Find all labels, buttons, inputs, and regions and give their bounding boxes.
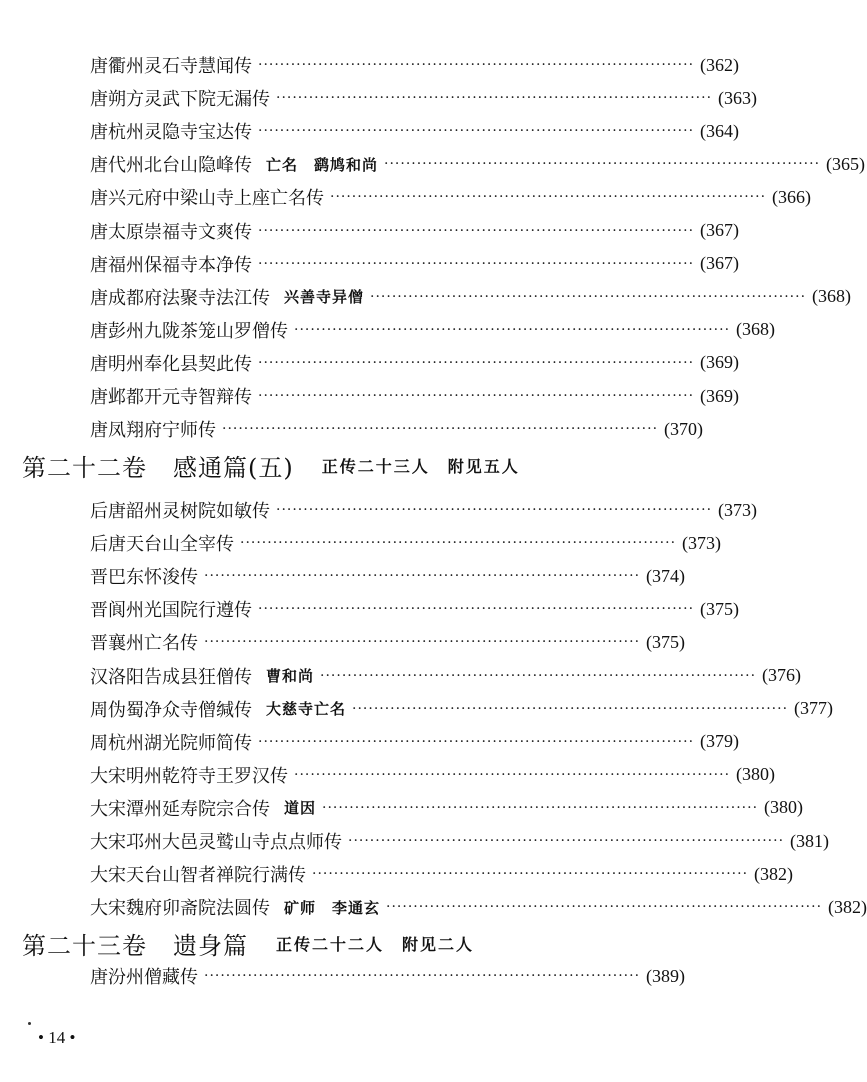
entry-title: 晋巴东怀浚传 [90, 567, 198, 589]
entry-title: 唐凤翔府宁师传 [90, 420, 216, 442]
entry-page: (366) [772, 186, 812, 207]
leader-dots: ················································································ [330, 189, 767, 206]
toc-entry [90, 216, 740, 246]
entry-page: (367) [700, 253, 740, 274]
entry-title: 后唐韶州灵树院如敏传 [90, 501, 270, 522]
entry-title: 唐成都府法聚寺法江传 [90, 287, 270, 309]
entry-title: 唐代州北台山隐峰传 [90, 155, 252, 177]
leader-dots: ················································································ [276, 502, 713, 518]
leader-dots: ················································································ [204, 568, 641, 585]
entry-page: (382) [828, 896, 867, 917]
toc-entry [90, 961, 686, 991]
toc-entry [90, 348, 740, 378]
leader-dots: ················································································ [204, 634, 641, 651]
leader-dots: ················································································ [204, 968, 641, 984]
entry-page: (377) [794, 698, 834, 719]
toc-entry [90, 282, 852, 312]
page-number: • 14 • [38, 1028, 76, 1047]
entry-title: 大宋魏府卯斋院法圆传 [90, 898, 270, 920]
toc-entry [90, 760, 776, 790]
leader-dots: ················································································ [294, 321, 731, 338]
leader-dots: ················································································ [348, 833, 785, 849]
leader-dots: ················································································ [240, 535, 677, 552]
entry-page: (380) [736, 764, 776, 785]
leader-dots: ················································································ [258, 354, 695, 371]
entry-title: 大宋天台山智者禅院行满传 [90, 865, 306, 887]
leader-dots: ················································································ [258, 222, 695, 239]
entry-note: 曹和尚 [266, 667, 315, 685]
entry-title: 周杭州湖光院师简传 [90, 732, 252, 754]
entry-title: 晋襄州亡名传 [90, 633, 198, 655]
entry-page: (369) [700, 352, 740, 373]
entry-page: (374) [646, 565, 686, 586]
entry-title: 唐朔方灵武下院无漏传 [90, 89, 270, 111]
leader-dots: ················································································ [320, 667, 757, 684]
entry-title: 唐福州保福寺本净传 [90, 254, 252, 276]
leader-dots: ················································································ [258, 255, 695, 272]
entry-page: (373) [718, 499, 758, 520]
entry-title: 唐汾州僧藏传 [90, 967, 198, 988]
entry-page: (375) [700, 598, 740, 619]
biography-count: 正传二十二人 附见二人 [276, 934, 475, 954]
entry-note: 大慈寺亡名 [266, 700, 347, 719]
entry-title: 唐明州奉化县契此传 [90, 353, 252, 375]
entry-title: 后唐天台山全宰传 [90, 534, 234, 556]
toc-entry [90, 859, 794, 889]
leader-dots: ················································································ [276, 90, 713, 107]
leader-dots: ················································································ [258, 123, 695, 140]
entry-title: 大宋潭州延寿院宗合传 [90, 798, 270, 820]
entry-page: (382) [754, 863, 794, 884]
entry-title: 周伪蜀净众寺僧缄传 [90, 699, 252, 721]
toc-entry [90, 793, 804, 823]
toc-entry [90, 414, 704, 444]
entry-title: 唐兴元府中梁山寺上座亡名传 [90, 188, 324, 210]
leader-dots: ················································································ [312, 866, 749, 883]
pian-label: 感通篇(五) [173, 453, 294, 482]
leader-dots: ················································································ [294, 766, 731, 783]
ink-speck [28, 1022, 31, 1025]
entry-note: 亡名 鹞鸠和尚 [266, 155, 379, 174]
section-heading-22 [22, 446, 702, 484]
toc-entry [90, 727, 740, 757]
entry-page: (368) [812, 286, 852, 307]
leader-dots: ················································································ [322, 799, 759, 816]
toc-entry [90, 627, 686, 657]
entry-page: (367) [700, 220, 740, 240]
entry-page: (381) [790, 830, 830, 851]
toc-entry [90, 694, 834, 724]
biography-count: 正传二十三人 附见五人 [321, 456, 520, 476]
pian-label: 遗身篇 [173, 931, 248, 960]
toc-entry [90, 381, 740, 411]
leader-dots: ················································································ [258, 601, 695, 618]
toc-entry [90, 315, 776, 345]
toc-entry [90, 495, 758, 525]
juan-label: 第二十二卷 [22, 453, 147, 482]
toc-entry [90, 83, 758, 113]
entry-page: (368) [736, 319, 776, 340]
toc-entry [90, 182, 812, 212]
entry-page: (362) [700, 54, 740, 75]
toc-entry [90, 661, 802, 691]
toc-entry [90, 249, 740, 279]
entry-title: 唐彭州九陇茶笼山罗僧传 [90, 320, 288, 342]
toc-entry [90, 50, 740, 80]
entry-page: (376) [762, 665, 802, 685]
entry-page: (379) [700, 731, 740, 752]
entry-page: (365) [826, 153, 866, 174]
leader-dots: ················································································ [384, 156, 821, 173]
entry-page: (373) [682, 532, 722, 553]
entry-title: 唐邺都开元寺智辩传 [90, 387, 252, 408]
entry-page: (380) [764, 797, 804, 818]
juan-label: 第二十三卷 [22, 931, 147, 960]
entry-title: 唐衢州灵石寺慧闻传 [90, 56, 252, 77]
leader-dots: ················································································ [352, 700, 789, 717]
entry-title: 唐太原崇福寺文爽传 [90, 221, 252, 243]
entry-page: (370) [664, 418, 704, 439]
leader-dots: ················································································ [258, 733, 695, 750]
entry-title: 唐杭州灵隐寺宝达传 [90, 122, 252, 144]
leader-dots: ················································································ [258, 57, 695, 73]
leader-dots: ················································································ [386, 899, 823, 916]
entry-title: 大宋邛州大邑灵鹫山寺点点师传 [90, 832, 342, 853]
entry-title: 大宋明州乾符寺王罗汉传 [90, 765, 288, 787]
entry-page: (389) [646, 965, 686, 986]
toc-entry [90, 149, 866, 179]
toc-entry [90, 528, 722, 558]
leader-dots: ················································································ [258, 388, 695, 404]
entry-page: (364) [700, 120, 740, 141]
entry-page: (363) [718, 87, 758, 108]
entry-title: 汉洛阳告成县狂僧传 [90, 666, 252, 688]
toc-entry [90, 561, 686, 591]
toc-entry [90, 826, 830, 856]
toc-entry [90, 116, 740, 146]
section-heading-23 [22, 924, 702, 962]
entry-note: 道因 [284, 799, 317, 818]
entry-title: 晋阆州光国院行遵传 [90, 600, 252, 622]
entry-page: (369) [700, 385, 740, 406]
entry-note: 兴善寺异僧 [284, 288, 365, 307]
toc-entry [90, 892, 867, 922]
leader-dots: ················································································ [222, 421, 659, 438]
entry-note: 矿师 李通玄 [284, 898, 381, 917]
leader-dots: ················································································ [370, 288, 807, 305]
entry-page: (375) [646, 631, 686, 652]
toc-entry [90, 594, 740, 624]
